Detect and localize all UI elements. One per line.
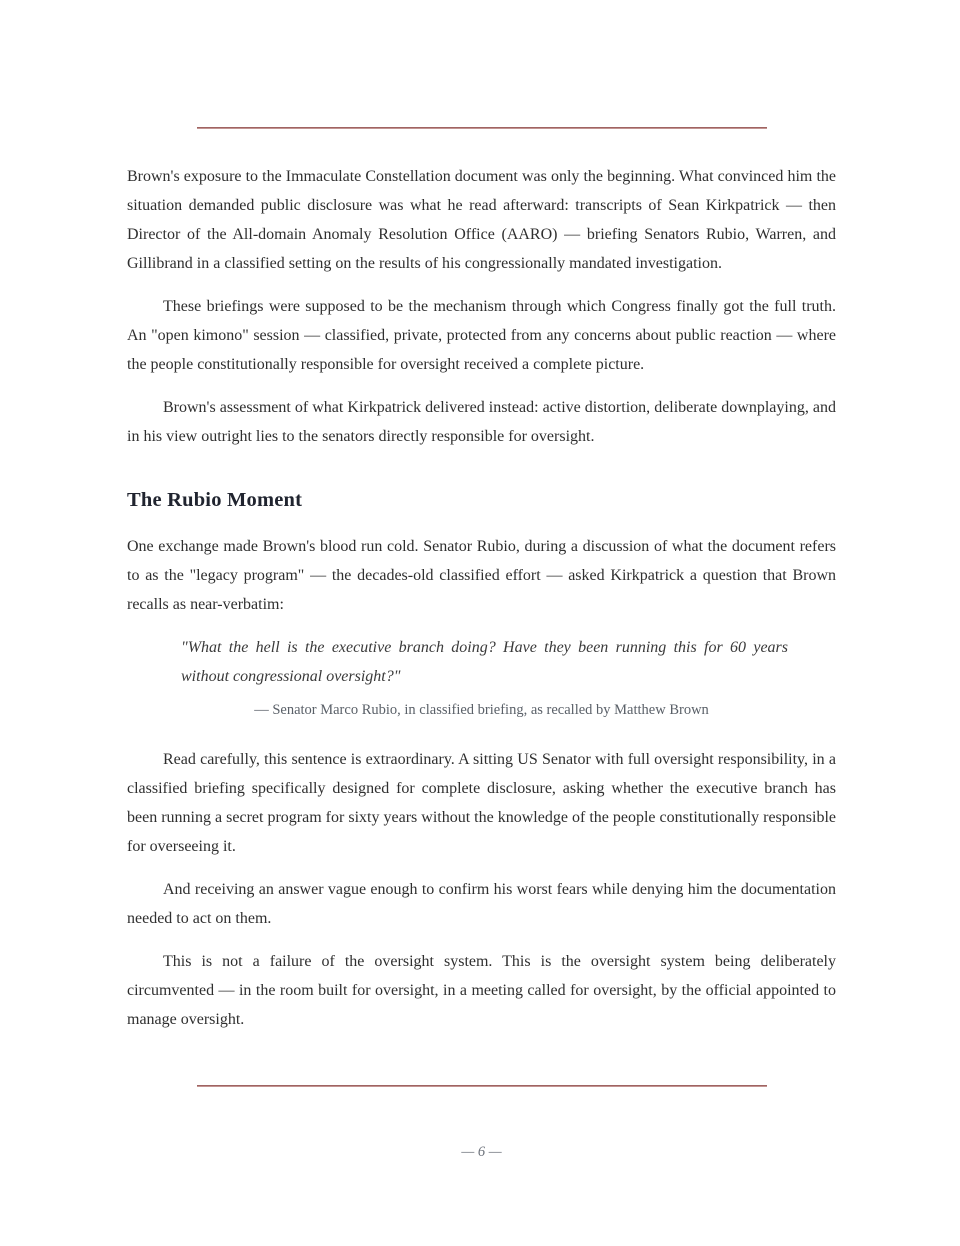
- blockquote-rubio-quote: "What the hell is the executive branch doing? Have they been running this for 60 years without congressional oversight?": [181, 639, 788, 685]
- paragraph-intro: Brown's exposure to the Immaculate Constellation document was only the beginning. What convinced him the situation demanded public disclosure was what he read afterward: transcripts of Sean Kirkpatrick — then Director of the All-domain Anomaly Resolution Office (AARO) — briefing Senators Rubio, Warren, and Gillibrand in a classified setting on the results of his congressionally mandated investigation.: [127, 168, 836, 272]
- paragraph-read-carefully: Read carefully, this sentence is extraordinary. A sitting US Senator with full oversight responsibility, in a classified briefing specifically designed for complete disclosure, asking whether the executive branch has been running a secret program for sixty years without the knowledge of the people constitutionally responsible for overseeing it.: [127, 751, 836, 855]
- section-heading: The Rubio Moment: [127, 489, 303, 511]
- quote-attribution: — Senator Marco Rubio, in classified briefing, as recalled by Matthew Brown: [254, 702, 709, 718]
- page-number: — 6 —: [461, 1144, 502, 1160]
- bottom-divider-rule: [197, 1085, 767, 1087]
- document-page: [127, 0, 836, 1163]
- top-divider-rule: [197, 127, 767, 129]
- paragraph-answer: And receiving an answer vague enough to confirm his worst fears while denying him the documentation needed to act on them.: [127, 881, 836, 927]
- paragraph-assessment: Brown's assessment of what Kirkpatrick delivered instead: active distortion, deliberate downplaying, and in his view outright lies to the senators directly responsible for oversight.: [127, 399, 836, 445]
- paragraph-conclusion: This is not a failure of the oversight system. This is the oversight system being deliberately circumvented — in the room built for oversight, in a meeting called for oversight, by the official appointed to manage oversight.: [127, 953, 836, 1028]
- paragraph-briefings: These briefings were supposed to be the mechanism through which Congress finally got the full truth. An "open kimono" session — classified, private, protected from any concerns about public reaction — where the people constitutionally responsible for oversight received a complete picture.: [127, 298, 836, 373]
- paragraph-exchange: One exchange made Brown's blood run cold. Senator Rubio, during a discussion of what the document refers to as the "legacy program" — the decades-old classified effort — asked Kirkpatrick a question that Brown recalls as near-verbatim:: [127, 538, 836, 613]
